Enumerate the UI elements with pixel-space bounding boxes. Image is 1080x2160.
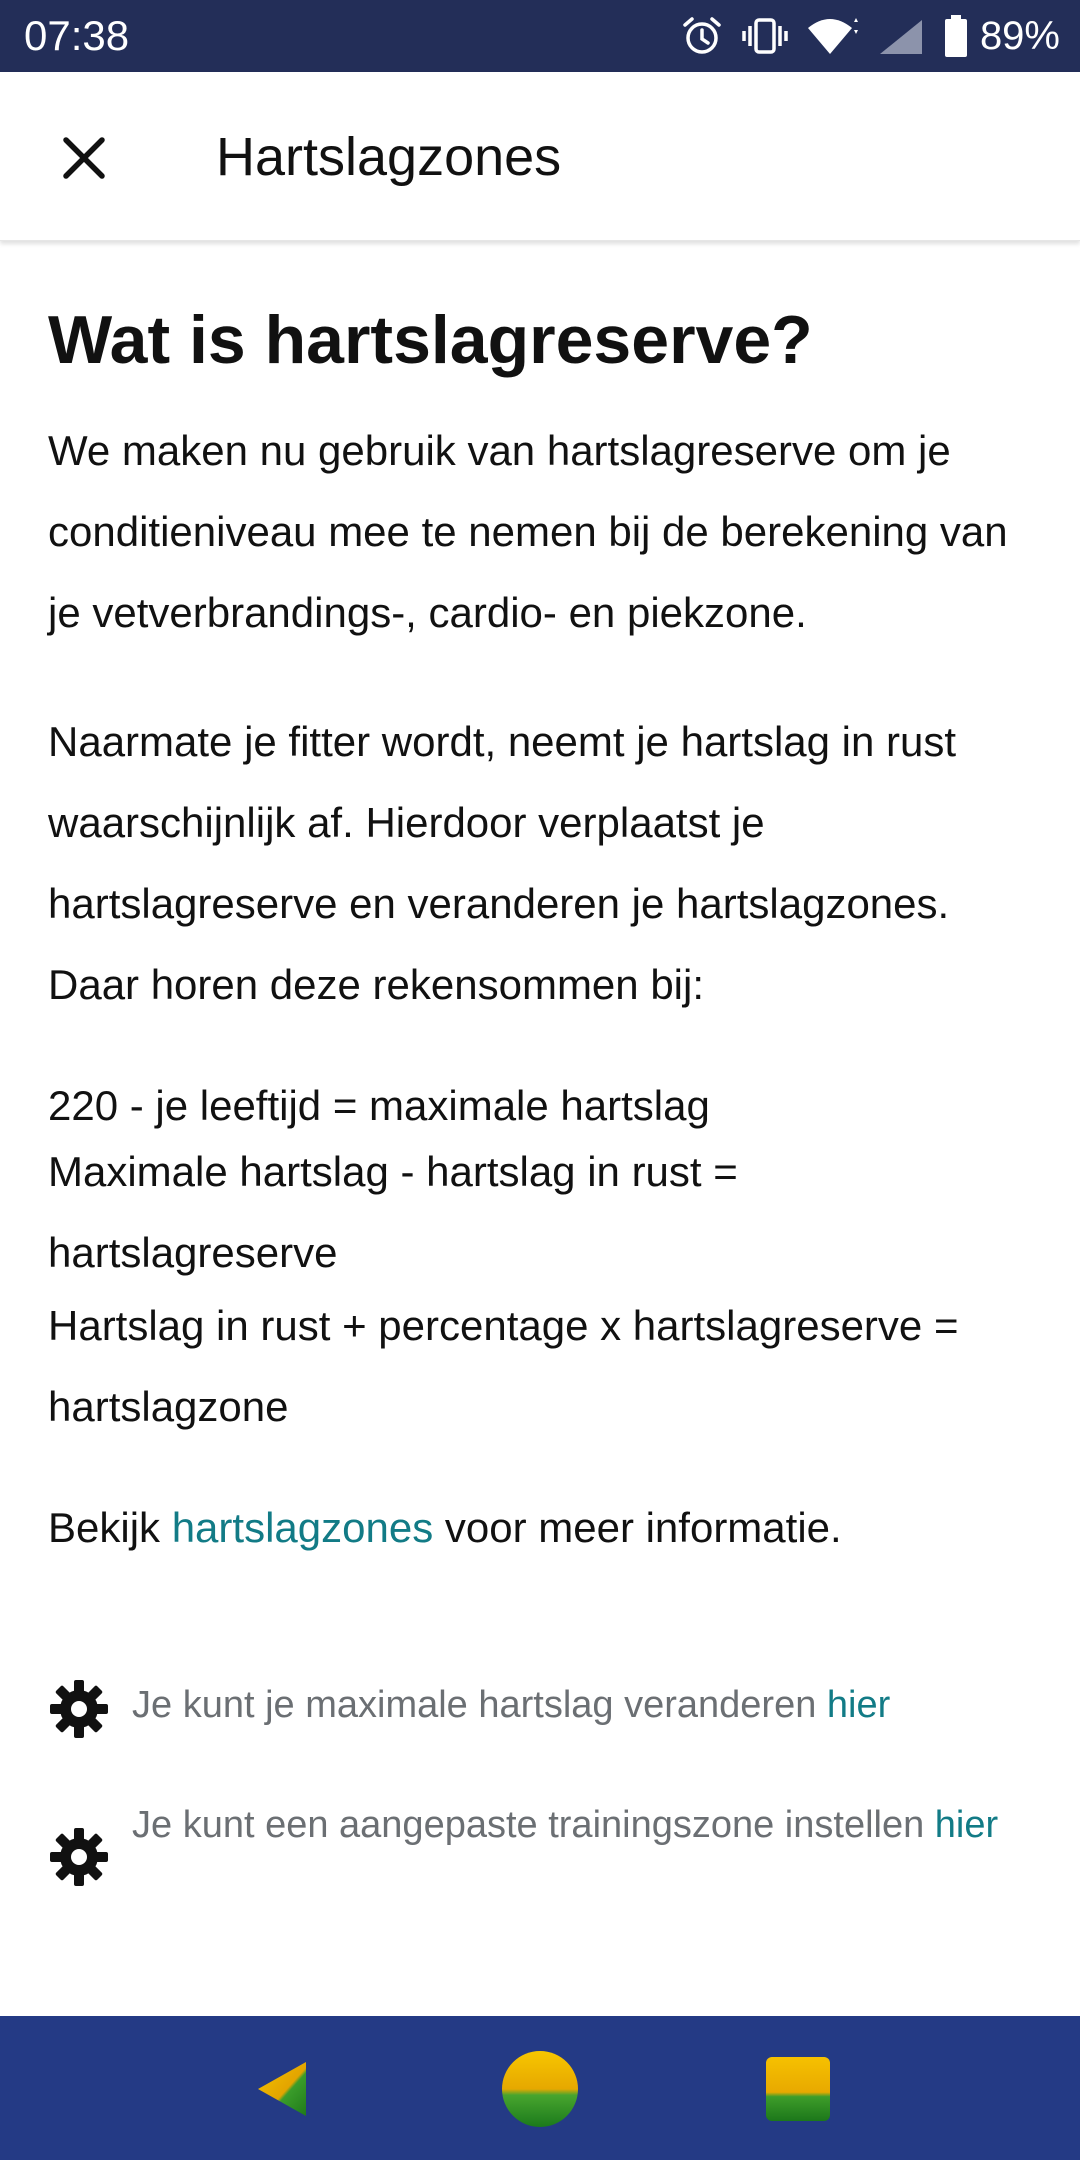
paragraph-intro: We maken nu gebruik van hartslagreserve om je conditieniveau mee te nemen bij de berekening van je vetverbrandings-, cardio- en piekzone. [48,427,1008,636]
battery-percent: 89% [979,14,1060,58]
close-button[interactable] [40,116,128,204]
vibrate-icon [742,16,788,56]
more-info-text [48,1487,1038,1568]
close-icon [60,134,108,186]
custom-training-zone-link[interactable]: hier [934,1804,999,1846]
status-time: 07:38 [24,12,130,59]
more-info-suffix: voor meer informatie. [433,1504,842,1551]
alarm-icon [680,14,724,58]
formula-block [48,1073,1038,1447]
article-heading: Wat is hartslagreserve? [48,302,813,378]
home-button[interactable] [485,2036,595,2146]
setting-text [132,1672,1032,1744]
setting-label: Je kunt je maximale hartslag veranderen [132,1684,827,1726]
heart-rate-zones-link[interactable]: hartslagzones [171,1504,434,1551]
formula-line: Maximale hartslag - hartslag in rust = hartslagreserve [48,1148,738,1276]
battery-icon [944,15,968,57]
article-content [48,240,1038,1568]
change-max-heart-rate-link[interactable]: hier [826,1684,891,1726]
navigation-bar [0,2016,1080,2160]
back-button[interactable] [228,2036,338,2146]
paragraph-explanation: Naarmate je fitter wordt, neemt je hartslag in rust waarschijnlijk af. Hierdoor verplaatst je hartslagreserve en veranderen je hartslagzones. Daar horen deze rekensommen bij: [48,718,957,1008]
status-bar [0,0,1080,72]
wifi-icon [806,16,858,56]
page-title: Hartslagzones [216,127,562,187]
gear-icon [48,1678,110,1744]
setting-label: Je kunt een aangepaste trainingszone instellen [132,1804,935,1846]
recents-button[interactable] [743,2036,853,2146]
app-bar [0,72,1080,241]
back-icon [248,2054,318,2128]
recents-icon [763,2054,833,2128]
home-icon [500,2049,580,2133]
status-icons [680,12,1060,60]
setting-text [132,1792,1032,1892]
setting-row-max-heart-rate [48,1672,1038,1744]
formula-line: Hartslag in rust + percentage x hartslagreserve = hartslagzone [48,1302,959,1430]
gear-icon [48,1826,110,1892]
formula-line: 220 - je leeftijd = maximale hartslag [48,1082,710,1129]
signal-icon [876,16,926,56]
setting-row-custom-zone [48,1792,1038,1892]
more-info-prefix: Bekijk [48,1504,172,1551]
